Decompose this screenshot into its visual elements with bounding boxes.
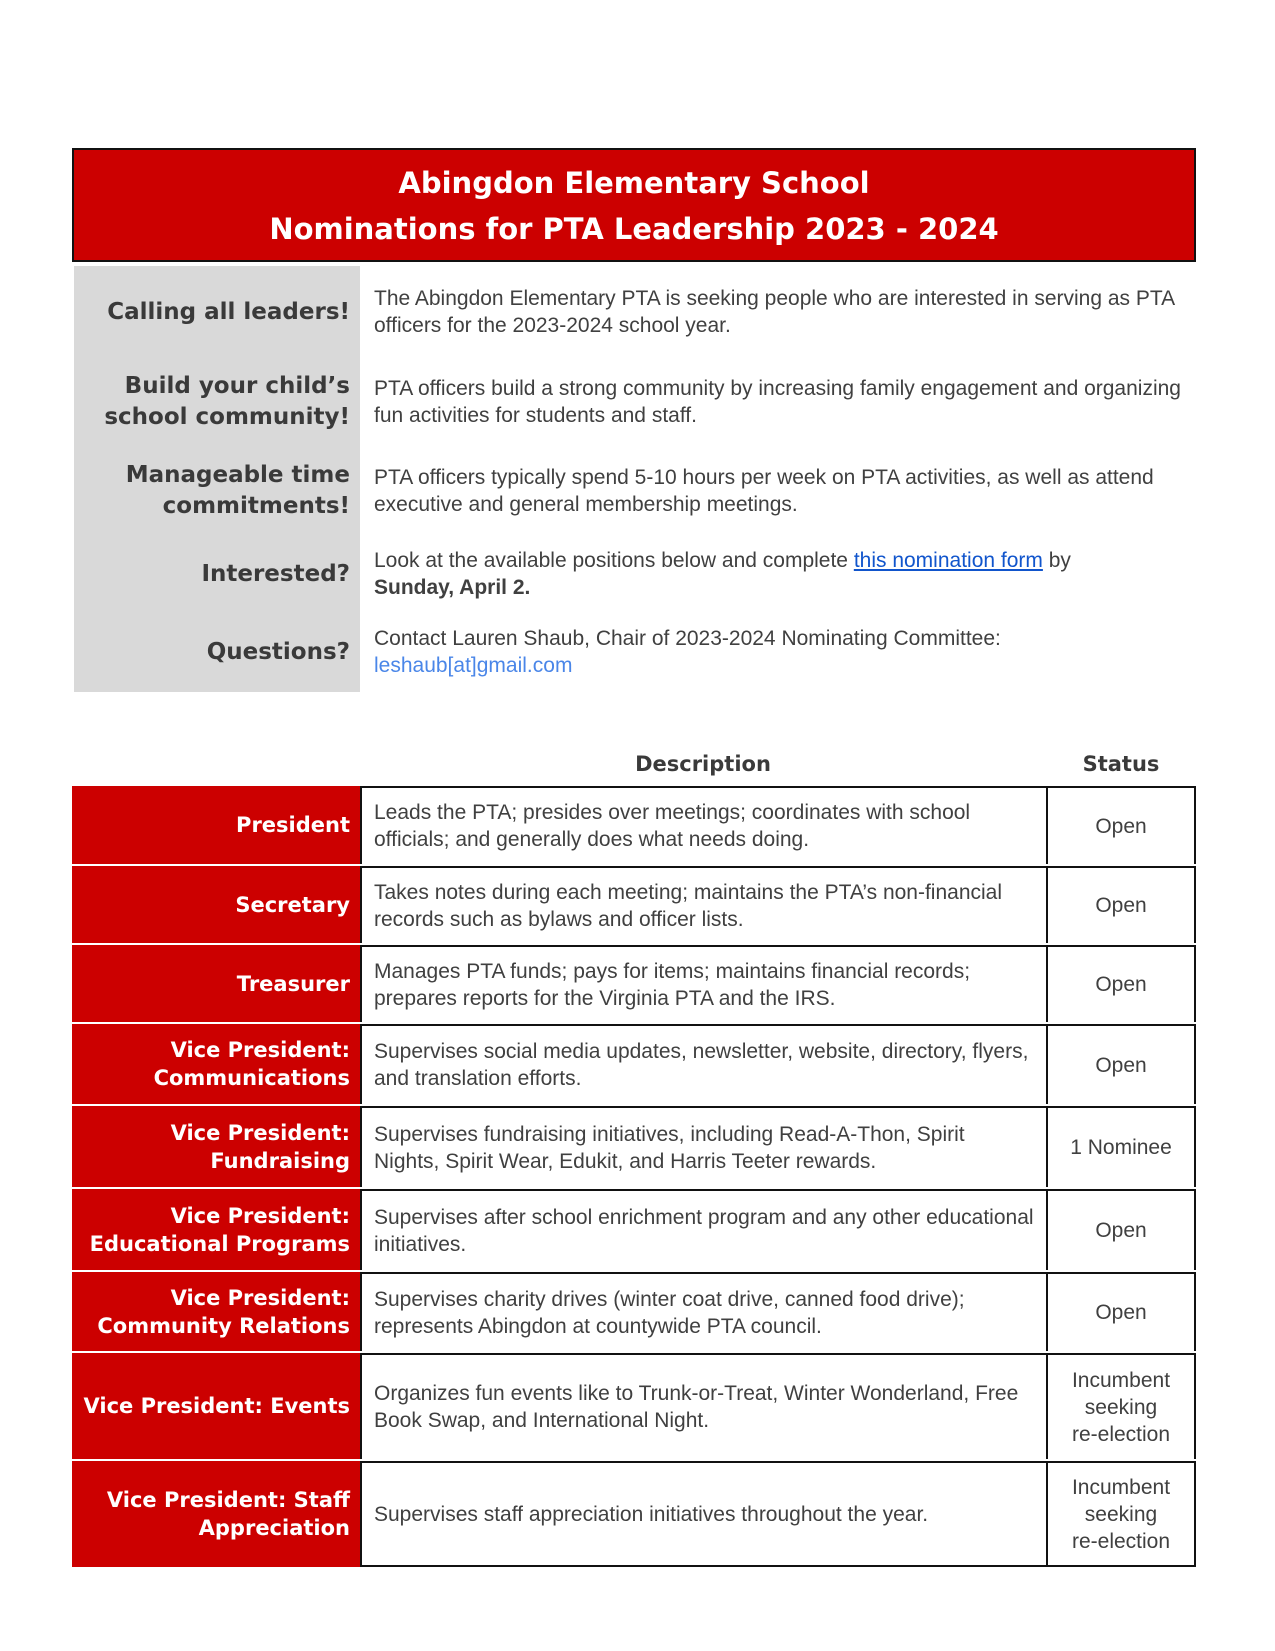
position-name (72, 1272, 360, 1351)
intro-label (74, 612, 360, 692)
contact-email[interactable]: leshaub[at]gmail.com (374, 654, 573, 677)
intro-label-line: Interested? (201, 560, 350, 587)
intro-label-line: commitments! (162, 493, 350, 519)
position-status (1046, 1461, 1196, 1567)
position-name-line: Educational Programs (89, 1231, 350, 1256)
position-name (72, 945, 360, 1022)
position-name (72, 1189, 360, 1270)
intro-label-line: school community! (104, 404, 350, 430)
position-description: Supervises fundraising initiatives, including Read-A-Thon, Spirit Nights, Spirit Wear, Edukit, and Harris Teeter rewards. (360, 1106, 1046, 1187)
position-status (1046, 786, 1196, 864)
intro-label-line: Build your child’s (124, 373, 350, 399)
status-line: re-election (1071, 1529, 1171, 1553)
table-row (72, 786, 1196, 866)
intro-section (74, 266, 1196, 692)
intro-label-line: Manageable time (125, 462, 350, 488)
intro-label (74, 446, 360, 536)
intro-text (360, 536, 1196, 612)
status-line: Open (1095, 973, 1147, 996)
status-line: Incumbent (1071, 1475, 1171, 1499)
intro-text-body: Contact Lauren Shaub, Chair of 2023-2024 Nominating Committee: (374, 627, 1001, 650)
nomination-form-link[interactable]: this nomination form (853, 549, 1043, 572)
intro-label-line: Calling all leaders! (107, 298, 350, 325)
table-row (72, 1353, 1196, 1461)
position-name (72, 1353, 360, 1459)
table-row (72, 866, 1196, 945)
position-name-line: Vice President: (170, 1203, 350, 1228)
intro-text-after: by (1042, 549, 1071, 572)
position-description: Manages PTA funds; pays for items; maintains financial records; prepares reports for the Virginia PTA and the IRS. (360, 945, 1046, 1022)
status-line: 1 Nominee (1070, 1136, 1172, 1159)
deadline-text: Sunday, April 2. (374, 576, 531, 599)
position-description: Organizes fun events like to Trunk-or-Treat, Winter Wonderland, Free Book Swap, and International Night. (360, 1353, 1046, 1459)
description-column-header: Description (635, 752, 771, 776)
position-status (1046, 866, 1196, 943)
position-name-line: Fundraising (210, 1148, 350, 1173)
intro-label (74, 536, 360, 612)
position-description: Supervises social media updates, newsletter, website, directory, flyers, and translation efforts. (360, 1024, 1046, 1104)
positions-table (72, 786, 1196, 1567)
intro-row-questions (74, 612, 1196, 692)
intro-text (360, 612, 1196, 692)
position-name-line: Vice President: (170, 1285, 350, 1310)
school-name: Abingdon Elementary School (398, 166, 870, 200)
status-column-header: Status (1082, 752, 1160, 776)
position-name-line: President (236, 813, 350, 837)
intro-row-calling (74, 266, 1196, 358)
title-banner (72, 148, 1196, 262)
position-description: Supervises after school enrichment program and any other educational initiatives. (360, 1189, 1046, 1270)
position-name (72, 1106, 360, 1187)
position-name-line: Appreciation (198, 1516, 350, 1540)
position-status (1046, 1353, 1196, 1459)
position-description: Supervises charity drives (winter coat drive, canned food drive); represents Abingdon at countywide PTA council. (360, 1272, 1046, 1351)
position-name (72, 1024, 360, 1104)
status-line: seeking (1084, 1502, 1158, 1526)
status-line: Open (1095, 894, 1147, 917)
intro-label-line: Questions? (206, 638, 350, 665)
intro-text (360, 446, 1196, 536)
table-row (72, 1189, 1196, 1272)
intro-text (360, 358, 1196, 446)
table-row (72, 1024, 1196, 1106)
intro-text-body (374, 547, 1196, 574)
intro-label (74, 266, 360, 358)
intro-text-before: Look at the available positions below and complete (374, 549, 854, 572)
intro-row-community (74, 358, 1196, 446)
positions-header (0, 748, 1275, 784)
position-description: Leads the PTA; presides over meetings; coordinates with school officials; and generally does what needs doing. (360, 786, 1046, 864)
status-line: Incumbent (1071, 1368, 1171, 1392)
intro-row-interested (74, 536, 1196, 612)
page-title: Nominations for PTA Leadership 2023 - 2024 (269, 212, 999, 246)
status-line: seeking (1084, 1395, 1158, 1419)
position-name-line: Treasurer (236, 971, 350, 996)
position-name (72, 786, 360, 864)
position-status (1046, 945, 1196, 1022)
position-description: Takes notes during each meeting; maintains the PTA’s non-financial records such as bylaws and officer lists. (360, 866, 1046, 943)
table-row (72, 1461, 1196, 1567)
position-status (1046, 1106, 1196, 1187)
position-name-line: Vice President: (170, 1120, 350, 1145)
intro-text-body: PTA officers typically spend 5-10 hours per week on PTA activities, as well as attend executive and general membership meetings. (374, 466, 1154, 516)
position-name (72, 866, 360, 943)
position-name-line: Vice President: Staff (106, 1488, 350, 1512)
status-line: Open (1095, 1053, 1147, 1077)
status-line: Open (1095, 1301, 1147, 1324)
position-name-line: Vice President: (170, 1038, 350, 1062)
intro-row-time (74, 446, 1196, 536)
position-name-line: Vice President: Events (83, 1394, 350, 1418)
status-line: Open (1095, 1219, 1147, 1242)
position-status (1046, 1024, 1196, 1104)
table-row (72, 1106, 1196, 1189)
position-description: Supervises staff appreciation initiatives throughout the year. (360, 1461, 1046, 1567)
position-status (1046, 1189, 1196, 1270)
intro-text (360, 266, 1196, 358)
position-status (1046, 1272, 1196, 1351)
position-name-line: Community Relations (97, 1313, 350, 1338)
position-name-line: Secretary (235, 892, 350, 917)
position-name (72, 1461, 360, 1567)
position-name-line: Communications (153, 1066, 350, 1090)
status-line: Open (1095, 814, 1147, 838)
intro-label (74, 358, 360, 446)
table-row (72, 945, 1196, 1024)
intro-text-body: The Abingdon Elementary PTA is seeking people who are interested in serving as PTA officers for the 2023-2024 school year. (374, 287, 1175, 337)
status-line: re-election (1071, 1422, 1171, 1446)
intro-text-body: PTA officers build a strong community by increasing family engagement and organizing fun activities for students and staff. (374, 377, 1181, 427)
table-row (72, 1272, 1196, 1353)
